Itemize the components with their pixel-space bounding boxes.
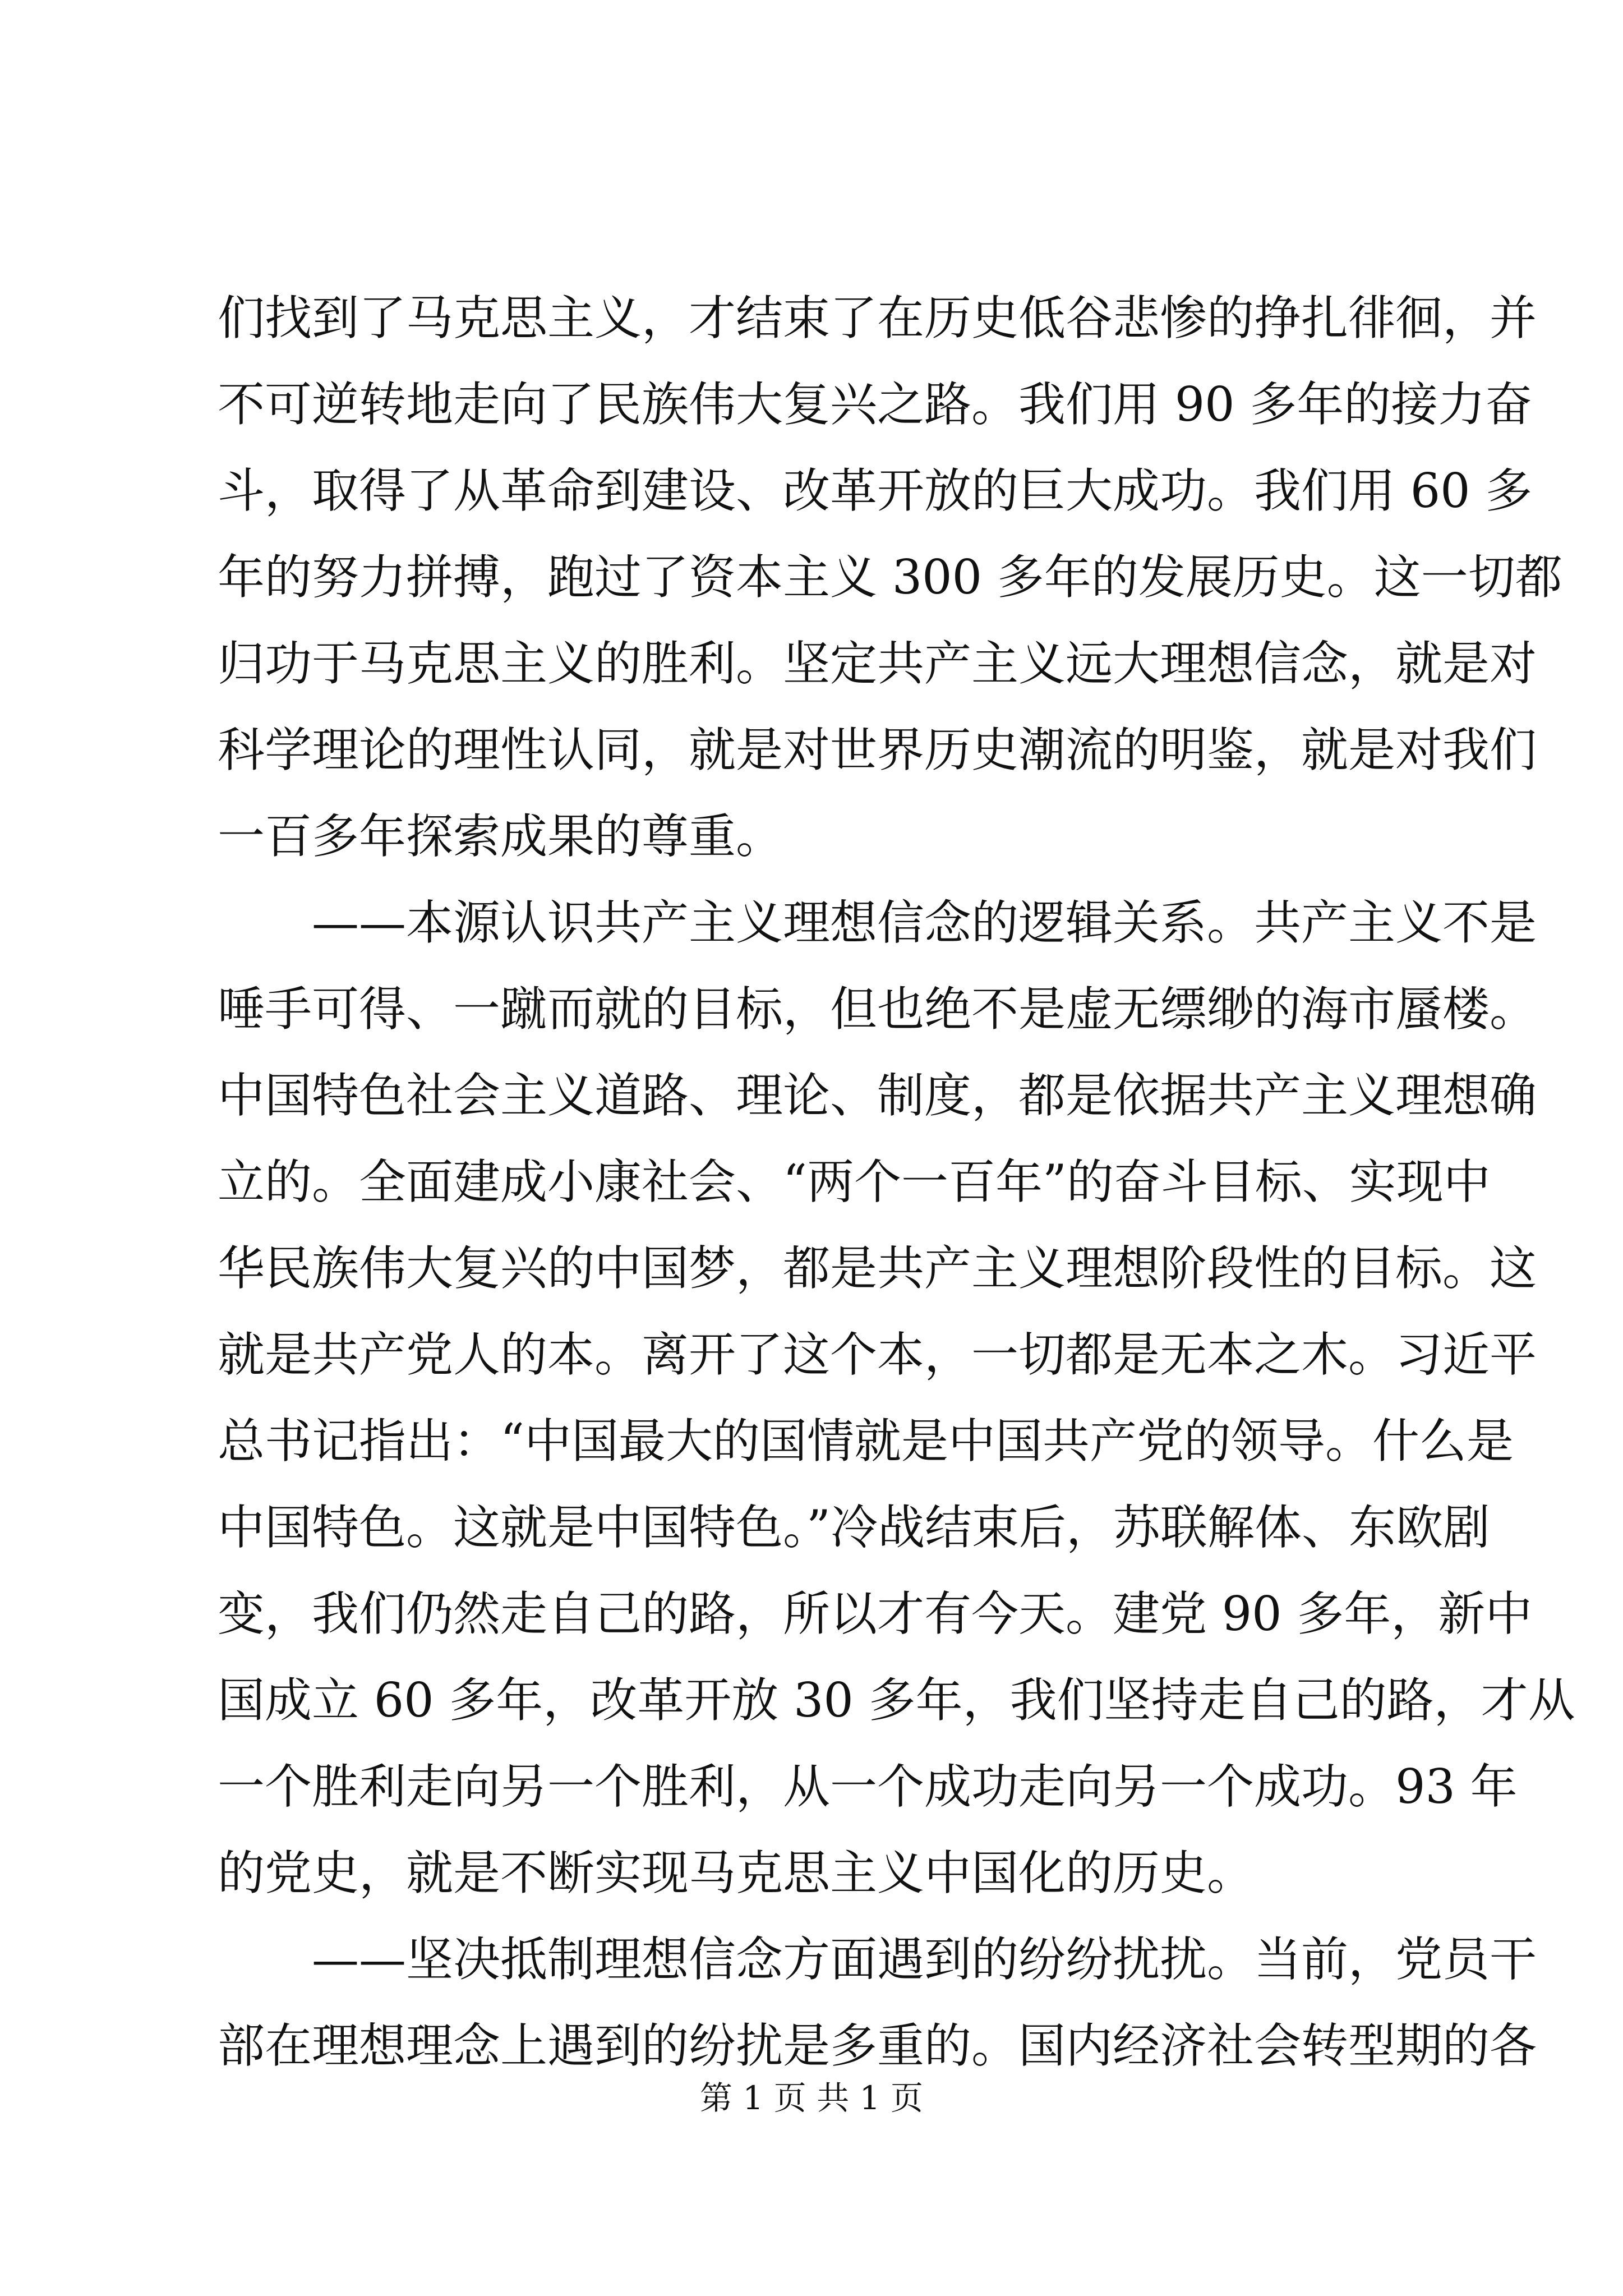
text-line: 年的努力拼搏，跑过了资本主义 300 多年的发展历史。这一切都	[218, 550, 1562, 605]
text-line: 部在理想理念上遇到的纷扰是多重的。国内经济社会转型期的各	[218, 2018, 1537, 2073]
body-text	[218, 275, 1575, 2089]
text-line: 中国特色社会主义道路、理论、制度，都是依据共产主义理想确	[218, 1068, 1537, 1123]
text-line: 变，我们仍然走自己的路，所以才有今天。建党 90 多年，新中	[218, 1586, 1533, 1641]
text-line: 科学理论的理性认同，就是对世界历史潮流的明鉴，就是对我们	[218, 723, 1537, 777]
text-line: 立的。全面建成小康社会、“两个一百年”的奋斗目标、实现中	[218, 1154, 1491, 1209]
text-line: 就是共产党人的本。离开了这个本，一切都是无本之木。习近平	[218, 1327, 1537, 1382]
text-line: 一个胜利走向另一个胜利，从一个成功走向另一个成功。93 年	[218, 1759, 1518, 1814]
page-footer: 第 1 页 共 1 页	[700, 2079, 923, 2117]
text-line: 一百多年探索成果的尊重。	[218, 809, 783, 864]
text-line: 国成立 60 多年，改革开放 30 多年，我们坚持走自己的路，才从	[218, 1673, 1575, 1728]
text-line: 总书记指出：“中国最大的国情就是中国共产党的领导。什么是	[218, 1414, 1514, 1469]
text-line: 中国特色。这就是中国特色。”冷战结束后，苏联解体、东欧剧	[218, 1500, 1490, 1555]
text-line: 们找到了马克思主义，才结束了在历史低谷悲惨的挣扎徘徊，并	[218, 291, 1537, 346]
text-line: 华民族伟大复兴的中国梦，都是共产主义理想阶段性的目标。这	[218, 1241, 1537, 1296]
text-line: 不可逆转地走向了民族伟大复兴之路。我们用 90 多年的接力奋	[218, 377, 1533, 432]
text-line: 归功于马克思主义的胜利。坚定共产主义远大理想信念，就是对	[218, 636, 1537, 691]
text-line: 斗，取得了从革命到建设、改革开放的巨大成功。我们用 60 多	[218, 463, 1533, 518]
text-line: ——本源认识共产主义理想信念的逻辑关系。共产主义不是	[312, 895, 1537, 950]
text-line: 唾手可得、一蹴而就的目标，但也绝不是虚无缥缈的海市蜃楼。	[218, 982, 1537, 1037]
text-line: ——坚决抵制理想信念方面遇到的纷纷扰扰。当前，党员干	[312, 1932, 1537, 1987]
text-line: 的党史，就是不断实现马克思主义中国化的历史。	[218, 1846, 1255, 1901]
